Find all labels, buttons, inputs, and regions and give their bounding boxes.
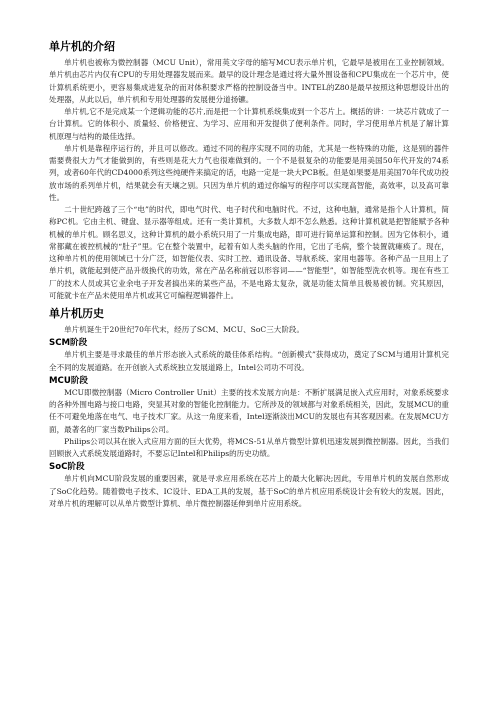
section-title-history: 单片机历史 (49, 307, 104, 320)
paragraph-intro-2: 单片机,它不是完成某一个逻辑功能的芯片,而是把一个计算机系统集成到一个芯片上。概括的讲：一块芯片就成了一台计算机。它的体积小、质量轻、价格便宜、为学习、应用和开发提供了便利条件。同时，学习使用单片机是了解计算机原理与结构的最佳选择。 (49, 107, 449, 141)
document-page (49, 40, 449, 510)
paragraph-intro-4: 二十世纪跨越了三个“电”的时代，即电气时代、电子时代和电脑时代。不过，这种电脑，通常是指个人计算机，简称PC机。它由主机、键盘、显示器等组成。还有一类计算机，大多数人却不怎么熟悉。这种计算机就是把智能赋予各种机械的单片机。顾名思义，这种计算机的最小系统只用了一片集成电路，即可进行简单运算和控制。因为它体积小，通常都藏在被控机械的“肚子”里。它在整个装置中，起着有如人类头脑的作用，它出了毛病，整个装置就瘫痪了。现在，这种单片机的使用领域已十分广泛，如智能仪表、实时工控、通讯设备、导航系统、家用电器等。各种产品一旦用上了单片机，就能起到使产品升级换代的功效，常在产品名称前冠以形容词——“智能型”，如智能型洗衣机等。现在有些工厂的技术人员或其它业余电子开发者搞出来的某些产品，不是电路太复杂，就是功能太简单且极易被仿制。究其原因，可能就卡在产品未使用单片机或其它可编程逻辑器件上。 (49, 205, 449, 300)
paragraph-intro-1: 单片机也被称为微控制器（MCU Unit），常用英文字母的缩写MCU表示单片机，它最早是被用在工业控制领域。单片机由芯片内仅有CPU的专用处理器发展而来。最早的设计理念是通过将大量外围设备和CPU集成在一个芯片中，使计算机系统更小，更容易集成进复杂的而对体积要求严格的控制设备当中。INTEL的Z80是最早按照这种思想设计出的处理器，从此以后，单片机和专用处理器的发展便分道扬镳。 (49, 58, 449, 104)
paragraph-mcu-2: Philips公司以其在嵌入式应用方面的巨大优势，将MCS-51从单片微型计算机迅速发展到微控制器。因此，当我们回顾嵌入式系统发展道路时，不要忘记Intel和Philips的历史功绩。 (49, 436, 449, 458)
section-title-intro: 单片机的介绍 (49, 40, 115, 53)
paragraph-soc-1: 单片机向MCU阶段发展的重要因素，就是寻求应用系统在芯片上的最大化解决;因此，专用单片机的发展自然形成了SoC化趋势。随着微电子技术、IC设计、EDA工具的发展，基于SoC的单片机应用系统设计会有较大的发展。因此，对单片机的理解可以从单片微型计算机、单片微控制器延伸到单片应用系统。 (49, 474, 449, 508)
paragraph-history-intro: 单片机诞生于20世纪70年代末，经历了SCM、MCU、SoC三大阶段。 (64, 325, 305, 334)
stage-heading-mcu: MCU阶段 (49, 375, 89, 386)
stage-heading-soc: SoC阶段 (49, 462, 85, 473)
paragraph-mcu-1: MCU即微控制器（Micro Controller Unit）主要的技术发展方向是：不断扩展满足嵌入式应用时，对象系统要求的各种外围电路与接口电路，突显其对象的智能化控制能力。它所涉及的领域都与对象系统相关，因此，发展MCU的重任不可避免地落在电气、电子技术厂家。从这一角度来看，Intel逐渐淡出MCU的发展也有其客观因素。在发展MCU方面，最著名的厂家当数Philips公司。 (49, 387, 449, 434)
paragraph-intro-3: 单片机是靠程序运行的，并且可以修改。通过不同的程序实现不同的功能，尤其是一些特殊的功能，这是别的器件需要费很大力气才能做到的，有些则是花大力气也很难做到的。一个不是很复杂的功能要是用美国50年代开发的74系列，或者60年代的CD4000系列这些纯硬件来搞定的话，电路一定是一块大PCB板。但是如果要是用美国70年代成功投放市场的系列单片机，结果就会有天壤之别。只因为单片机的通过你编写的程序可以实现高智能，高效率，以及高可靠性。 (49, 143, 449, 202)
paragraph-scm-1: 单片机主要是寻求最佳的单片形态嵌入式系统的最佳体系结构。“创新模式”获得成功，奠定了SCM与通用计算机完全不同的发展道路。在开创嵌入式系统独立发展道路上，Intel公司功不可没。 (49, 350, 449, 372)
stage-heading-scm: SCM阶段 (49, 338, 88, 349)
